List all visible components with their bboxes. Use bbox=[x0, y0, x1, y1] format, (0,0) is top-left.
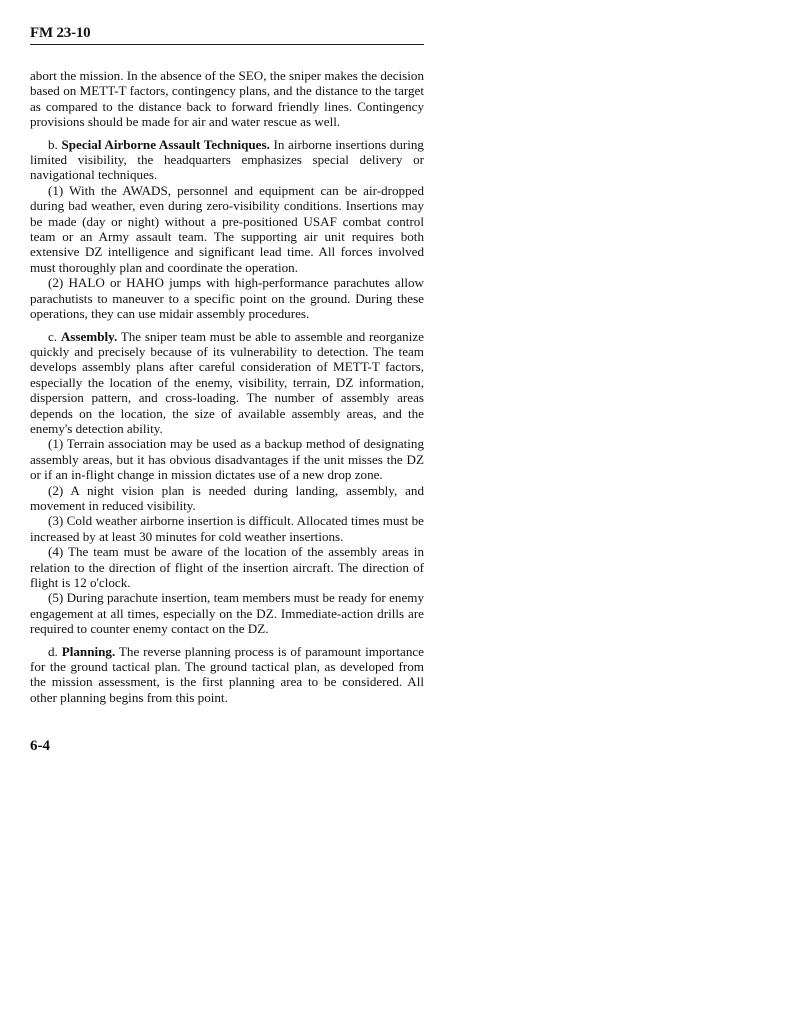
paragraph-c5: (5) During parachute insertion, team members must be ready for enemy engagement at all times, especially on the DZ. Immediate-action drills are required to counter enemy contact on the DZ. bbox=[30, 590, 424, 637]
paragraph-lead: Special Airborne Assault Techniques. bbox=[61, 136, 270, 152]
paragraph-lead: Planning. bbox=[61, 643, 116, 659]
paragraph-prefix: d. bbox=[48, 643, 58, 659]
body-text bbox=[30, 68, 424, 705]
paragraph-text: The sniper team must be able to assemble and reorganize quickly and precisely because of its vulnerability to detection. The team develops assembly plans after careful consideration of METT-T factors, especially the location of the enemy, visibility, terrain, DZ information, dispersion pattern, and cross-loading. The number of assembly areas depends on the location, the size of available assembly areas, and the enemy's detection ability. bbox=[30, 328, 424, 436]
paragraph-continuation: abort the mission. In the absence of the SEO, the sniper makes the decision based on METT-T factors, contingency plans, and the distance to the target as compared to the distance back to forward friendly lines. Contingency provisions should be made for air and water rescue as well. bbox=[30, 68, 424, 130]
paragraph-c4: (4) The team must be aware of the location of the assembly areas in relation to the direction of flight of the insertion aircraft. The direction of flight is 12 o'clock. bbox=[30, 544, 424, 590]
paragraph-text: The reverse planning process is of paramount importance for the ground tactical plan. The ground tactical plan, as developed from the mission assessment, is the first planning area to be considered. All other planning begins from this point. bbox=[30, 643, 424, 705]
paragraph-c3: (3) Cold weather airborne insertion is difficult. Allocated times must be increased by at least 30 minutes for cold weather insertions. bbox=[30, 513, 424, 544]
paragraph-prefix: b. bbox=[48, 136, 58, 152]
paragraph-c2: (2) A night vision plan is needed during landing, assembly, and movement in reduced visibility. bbox=[30, 482, 424, 513]
paragraph-lead: Assembly. bbox=[60, 328, 118, 344]
paragraph-c1: (1) Terrain association may be used as a backup method of designating assembly areas, but it has obvious disadvantages if the unit misses the DZ or if an in-flight change in mission dictates use of a new drop zone. bbox=[30, 436, 424, 483]
paragraph-text: In airborne insertions during limited visibility, the headquarters emphasizes special delivery or navigational techniques. bbox=[30, 136, 424, 183]
page-number: 6-4 bbox=[30, 738, 50, 754]
paragraph-b1: (1) With the AWADS, personnel and equipment can be air-dropped during bad weather, even during zero-visibility conditions. Insertions may be made (day or night) without a pre-positioned USAF combat control team or an Army assault team. The supporting air unit requires both extensive DZ intelligence and significant lead time. All forces involved must thoroughly plan and coordinate the operation. bbox=[30, 182, 424, 275]
manual-title: FM 23-10 bbox=[30, 25, 91, 41]
paragraph-d bbox=[30, 644, 424, 706]
paragraph-b bbox=[30, 137, 424, 183]
paragraph-b2: (2) HALO or HAHO jumps with high-performance parachutes allow parachutists to maneuver to a specific point on the ground. During these operations, they can use midair assembly procedures. bbox=[30, 275, 424, 322]
page-header bbox=[30, 24, 424, 45]
paragraph-prefix: c. bbox=[48, 328, 58, 344]
paragraph-c bbox=[30, 329, 424, 437]
